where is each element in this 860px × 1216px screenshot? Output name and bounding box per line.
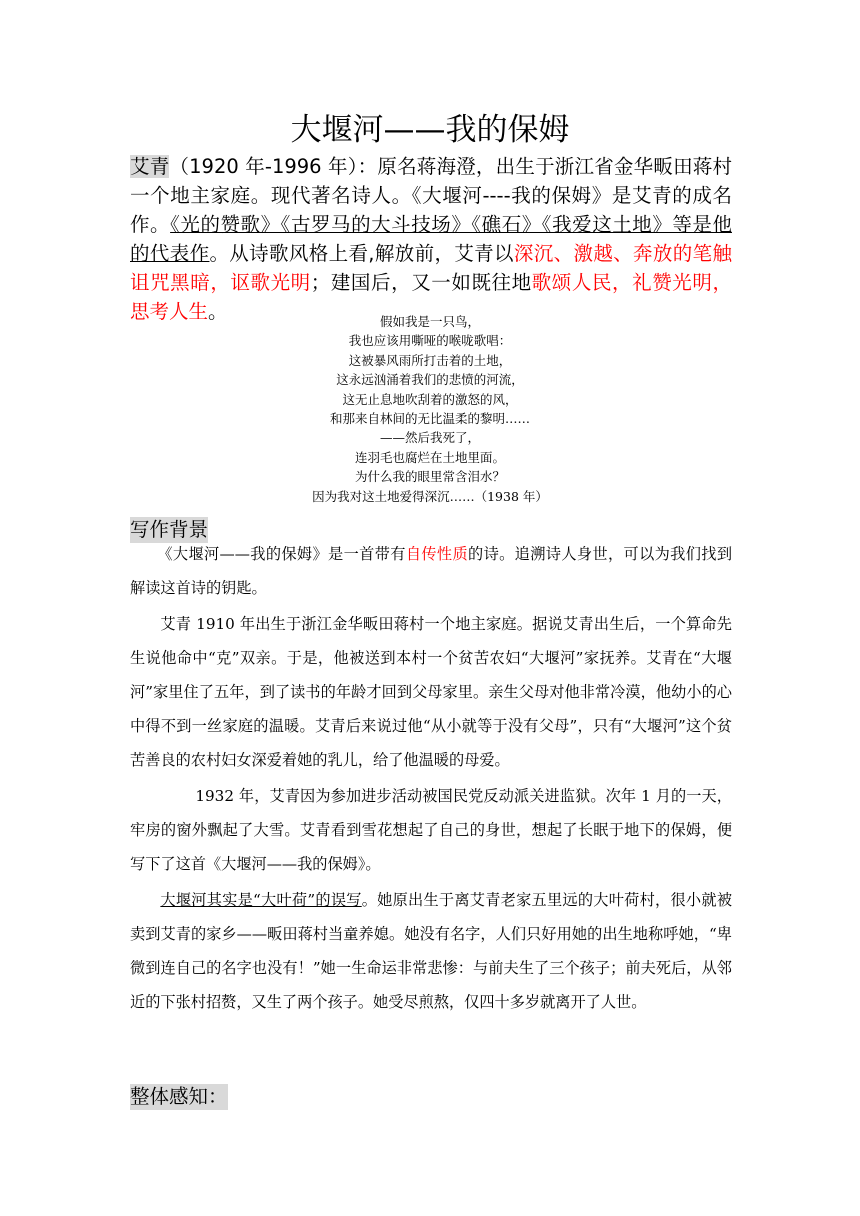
paragraph: 艾青 1910 年出生于浙江金华畈田蒋村一个地主家庭。据说艾青出生后，一个算命先生说他命中“克”双亲。于是，他被送到本村一个贫苦农妇“大堰河”家抚养。艾青在“大堰河”家里住了五年，到了读书的年龄才回到父母家里。亲生父母对他非常冷漠，他幼小的心中得不到一丝家庭的温暖。艾青后来说过他“从小就等于没有父母”，只有“大堰河”这个贫苦善良的农村妇女深爱着她的乳儿，给了他温暖的母爱。: [130, 615, 732, 769]
paragraph: [130, 537, 732, 605]
poem-line: 因为我对这土地爱得深沉……（1938 年）: [312, 488, 548, 504]
section-heading-background: 写作背景: [130, 518, 209, 541]
style-before-liberation: 深沉、激越、奔放的笔触诅咒黑暗，讴歌光明: [130, 242, 732, 294]
poem-line: 和那来自林间的无比温柔的黎明……: [329, 411, 530, 427]
representative-works: 《光的赞歌》《古罗马的大斗技场》《礁石》《我爱这土地》等是他的代表作: [130, 213, 732, 265]
poem-line: 我也应该用嘶哑的喉咙歌唱：: [348, 333, 512, 349]
autobiographical-highlight: 自传性质: [405, 545, 469, 563]
poem-line: ——然后我死了，: [379, 430, 480, 446]
poem-line: 为什么我的眼里常含泪水？: [354, 469, 505, 485]
poem-line: 连羽毛也腐烂在土地里面。: [354, 449, 505, 465]
intro-part3: ；建国后，又一如既往地: [310, 271, 532, 294]
poem-line: 这永远汹涌着我们的悲愤的河流，: [336, 372, 524, 388]
paragraph-text: 的诗。追溯诗人身世，可以为我们找到解读这首诗的钥匙。: [130, 545, 733, 597]
intro-part1: （1920 年-1996 年）：原名蒋海澄，出生于浙江省金华畈田蒋村一个地主家庭。现代著名诗人。《大堰河----我的保姆》是艾青的成名作。: [130, 155, 732, 236]
underlined-note: 大堰河其实是“大叶荷”的误写: [160, 891, 362, 909]
author-name: 艾青: [130, 155, 170, 178]
author-intro: [130, 152, 732, 326]
poem-line: 这被暴风雨所打击着的土地，: [348, 352, 512, 368]
page-title: 大堰河——我的保姆: [290, 112, 570, 148]
intro-part2: 。从诗歌风格上看,解放前，艾青以: [209, 242, 514, 265]
paragraph-text: 。她原出生于离艾青老家五里远的大叶荷村，很小就被卖到艾青的家乡——畈田蒋村当童养媳。她没有名字，人们只好用她的出生地称呼她，“卑微到连自己的名字也没有！”她一生命运非常悲惨：与前夫生了三个孩子；前夫死后，从邻近的下张村招赘，又生了两个孩子。她受尽煎熬，仅四十多岁就离开了人世。: [130, 891, 733, 1011]
intro-part4: 。: [208, 300, 228, 323]
paragraph: 1932 年，艾青因为参加进步活动被国民党反动派关进监狱。次年 1 月的一天，牢房的窗外飘起了大雪。艾青看到雪花想起了自己的身世，想起了长眠于地下的保姆，便写下了这首《大堰河——我的保姆》。: [130, 787, 732, 873]
poem-excerpt: [0, 312, 860, 506]
style-after-liberation: 歌颂人民，礼赞光明，思考人生: [130, 271, 732, 323]
paragraph: [130, 883, 732, 1019]
poem-line: 假如我是一只鸟，: [379, 314, 480, 329]
background-body: [130, 537, 732, 1019]
paragraph-text: 《大堰河——我的保姆》是一首带有: [157, 545, 406, 563]
poem-line: 这无止息地吹刮着的激怒的风，: [342, 391, 518, 407]
section-heading-overall: 整体感知：: [130, 1085, 228, 1108]
